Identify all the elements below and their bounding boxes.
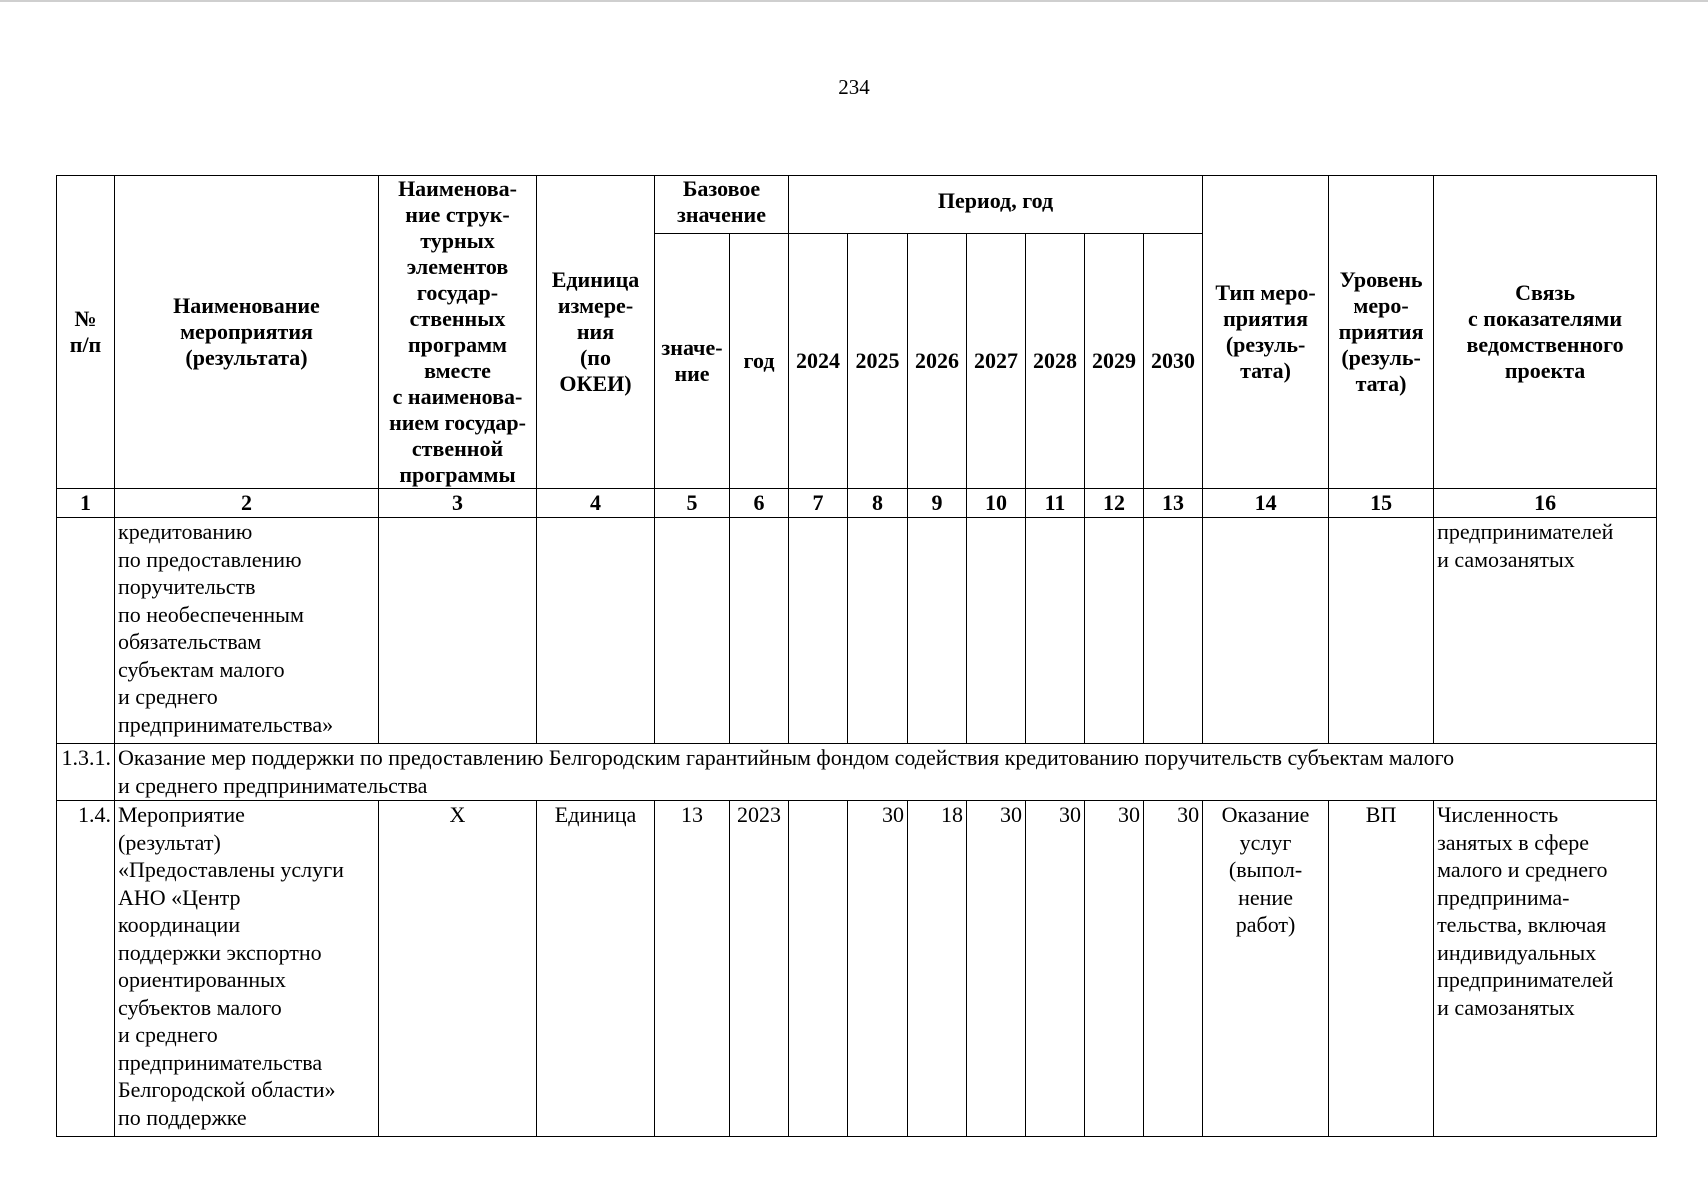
empty-cell — [908, 518, 967, 744]
column-number: 13 — [1144, 489, 1203, 518]
column-number: 5 — [655, 489, 730, 518]
column-number: 6 — [730, 489, 789, 518]
empty-cell — [789, 518, 848, 744]
project-link: Численность занятых в сфере малого и среднего предпринима- тельства, включая индивидуальных предпринимателей и самозанятых — [1434, 801, 1657, 1137]
column-number: 2 — [115, 489, 379, 518]
column-number: 10 — [967, 489, 1026, 518]
header-measure-name: Наименование мероприятия (результата) — [115, 176, 379, 489]
header-year-2028: 2028 — [1026, 234, 1085, 489]
row-number-empty — [57, 518, 115, 744]
base-value: 13 — [655, 801, 730, 1137]
table-row-section-1-3-1 — [57, 744, 1657, 801]
column-number: 16 — [1434, 489, 1657, 518]
empty-cell — [1085, 518, 1144, 744]
header-year-2029: 2029 — [1085, 234, 1144, 489]
page-number: 234 — [838, 75, 870, 99]
column-number: 1 — [57, 489, 115, 518]
empty-cell — [655, 518, 730, 744]
column-number: 8 — [848, 489, 908, 518]
header-base-value: значе- ние — [655, 234, 730, 489]
value-2028: 30 — [1026, 801, 1085, 1137]
row-number: 1.3.1. — [57, 744, 115, 801]
header-structural-elements: Наименова- ние струк- турных элементов государ- ственных программ вместе с наименова- нием государ- ственной программы — [379, 176, 537, 489]
empty-cell — [730, 518, 789, 744]
empty-cell — [1203, 518, 1329, 744]
header-base-value-group: Базовое значение — [655, 176, 789, 234]
value-2030: 30 — [1144, 801, 1203, 1137]
empty-cell — [1026, 518, 1085, 744]
measure-level: ВП — [1329, 801, 1434, 1137]
value-2026: 18 — [908, 801, 967, 1137]
empty-cell — [967, 518, 1026, 744]
empty-cell — [1144, 518, 1203, 744]
value-2027: 30 — [967, 801, 1026, 1137]
header-year-2030: 2030 — [1144, 234, 1203, 489]
column-number: 15 — [1329, 489, 1434, 518]
row-number: 1.4. — [57, 801, 115, 1137]
column-number: 12 — [1085, 489, 1144, 518]
header-year-2027: 2027 — [967, 234, 1026, 489]
header-number: № п/п — [57, 176, 115, 489]
header-base-year: год — [730, 234, 789, 489]
unit-of-measure: Единица — [537, 801, 655, 1137]
header-unit: Единица измере- ния (по ОКЕИ) — [537, 176, 655, 489]
section-title: Оказание мер поддержки по предоставлению Белгородским гарантийным фондом содействия кредитованию поручительств субъектам малого и среднего предпринимательства — [115, 744, 1657, 801]
column-number: 4 — [537, 489, 655, 518]
column-number: 11 — [1026, 489, 1085, 518]
measure-name-continuation: кредитованию по предоставлению поручительств по необеспеченным обязательствам субъектам малого и среднего предпринимательства» — [115, 518, 379, 744]
value-2025: 30 — [848, 801, 908, 1137]
header-project-link: Связь с показателями ведомственного проекта — [1434, 176, 1657, 489]
header-row-top — [57, 176, 1657, 234]
empty-cell — [848, 518, 908, 744]
empty-cell — [537, 518, 655, 744]
base-year: 2023 — [730, 801, 789, 1137]
measure-type: Оказание услуг (выпол- нение работ) — [1203, 801, 1329, 1137]
measures-table — [56, 175, 1657, 1137]
column-number-row — [57, 489, 1657, 518]
empty-cell — [1329, 518, 1434, 744]
header-year-2026: 2026 — [908, 234, 967, 489]
header-year-2025: 2025 — [848, 234, 908, 489]
header-period-group: Период, год — [789, 176, 1203, 234]
empty-cell — [379, 518, 537, 744]
column-number: 3 — [379, 489, 537, 518]
top-border-line — [0, 0, 1708, 2]
structural-element: Х — [379, 801, 537, 1137]
project-link-continuation: предпринимателей и самозанятых — [1434, 518, 1657, 744]
header-year-2024: 2024 — [789, 234, 848, 489]
column-number: 7 — [789, 489, 848, 518]
measure-name: Мероприятие (результат) «Предоставлены услуги АНО «Центр координации поддержки экспортно ориентированных субъектов малого и среднего предпринимательства Белгородской области» по поддержке — [115, 801, 379, 1137]
header-measure-level: Уровень меро- приятия (резуль- тата) — [1329, 176, 1434, 489]
value-2024 — [789, 801, 848, 1137]
table-row-continuation — [57, 518, 1657, 744]
value-2029: 30 — [1085, 801, 1144, 1137]
column-number: 9 — [908, 489, 967, 518]
column-number: 14 — [1203, 489, 1329, 518]
table-row-1-4 — [57, 801, 1657, 1137]
header-measure-type: Тип меро- приятия (резуль- тата) — [1203, 176, 1329, 489]
